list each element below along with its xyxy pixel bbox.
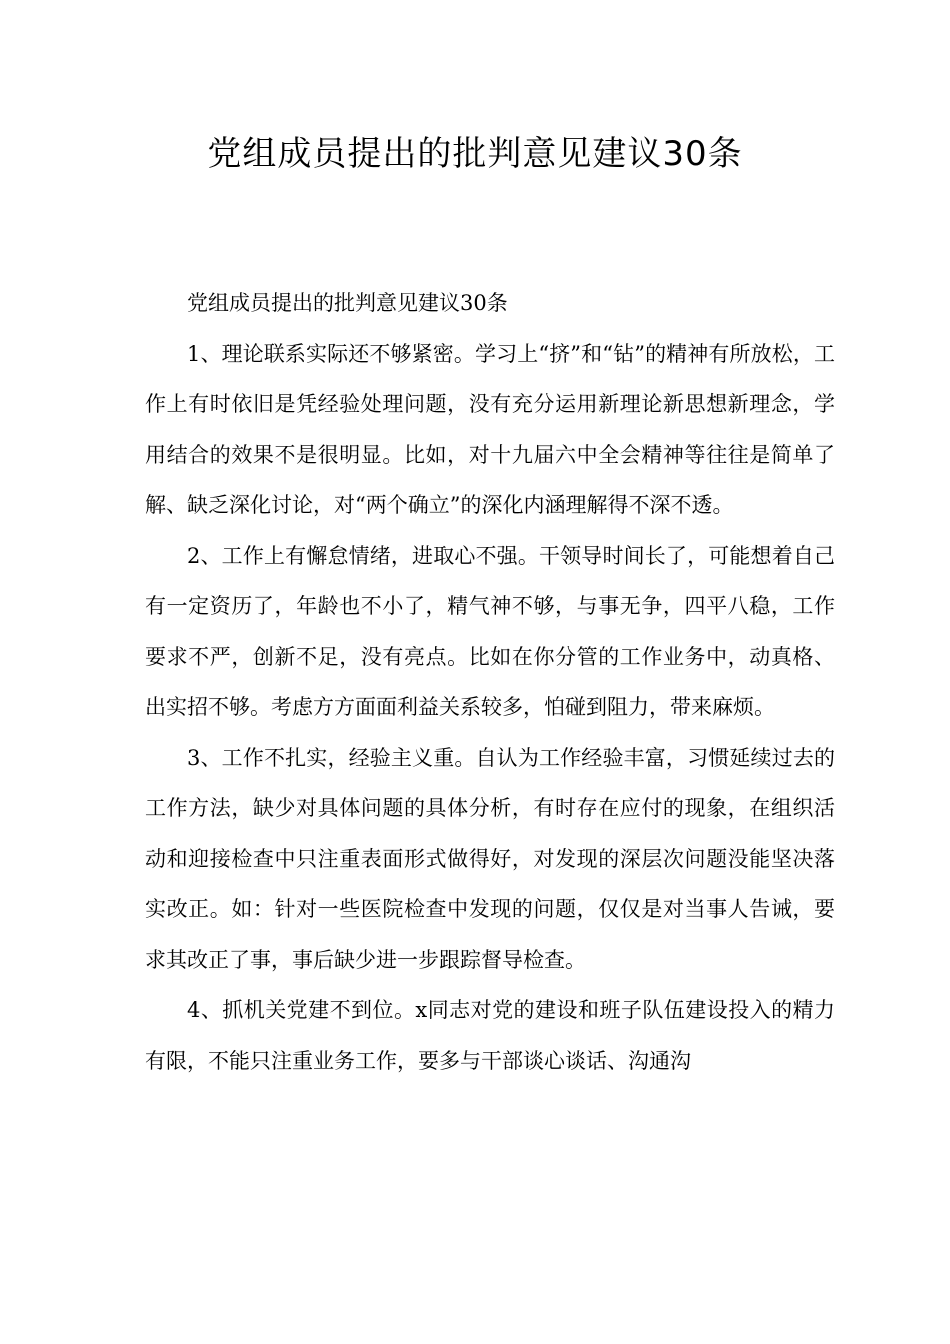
paragraph-1: 1、理论联系实际还不够紧密。学习上“挤”和“钻”的精神有所放松，工作上有时依旧是凭经验处理问题，没有充分运用新理论新思想新理念，学用结合的效果不是很明显。比如，对十九届六中全会精神等往往是简单了解、缺乏深化讨论，对“两个确立”的深化内涵理解得不深不透。 — [145, 341, 835, 517]
document-title: 党组成员提出的批判意见建议30条 — [207, 134, 743, 174]
paragraph-2: 2、工作上有懈怠情绪，进取心不强。干领导时间长了，可能想着自己有一定资历了，年龄也不小了，精气神不够，与事无争，四平八稳，工作要求不严，创新不足，没有亮点。比如在你分管的工作业务中，动真格、出实招不够。考虑方方面面利益关系较多，怕碰到阻力，带来麻烦。 — [145, 543, 835, 719]
document-body — [145, 278, 835, 1086]
paragraph-4: 4、抓机关党建不到位。x同志对党的建设和班子队伍建设投入的精力有限，不能只注重业务工作，要多与干部谈心谈话、沟通沟 — [145, 998, 835, 1073]
document-subtitle: 党组成员提出的批判意见建议30条 — [187, 291, 508, 315]
paragraph-3: 3、工作不扎实，经验主义重。自认为工作经验丰富，习惯延续过去的工作方法，缺少对具体问题的具体分析，有时存在应付的现象，在组织活动和迎接检查中只注重表面形式做得好，对发现的深层次问题没能坚决落实改正。如：针对一些医院检查中发现的问题，仅仅是对当事人告诫，要求其改正了事，事后缺少进一步跟踪督导检查。 — [145, 745, 835, 972]
